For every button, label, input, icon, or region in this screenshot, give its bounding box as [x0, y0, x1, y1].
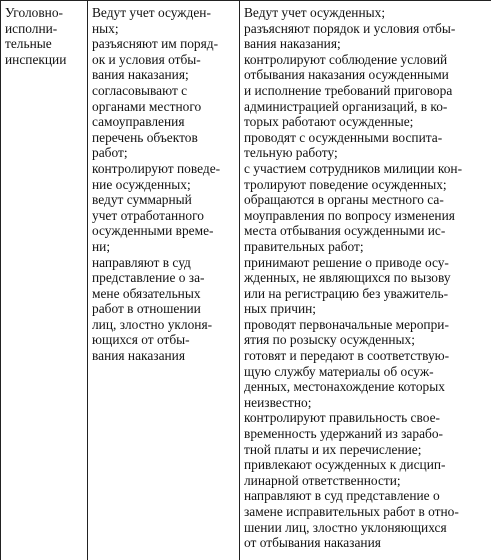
text-line: разъясняют порядок и условия отбы-	[244, 20, 456, 36]
text-line: и исполнение требований приговора	[244, 82, 453, 98]
text-line: ни;	[92, 238, 111, 254]
text-line: моуправления по вопросу изменения	[244, 207, 455, 223]
text-line: тельные	[5, 36, 52, 52]
text-line: правительных работ;	[244, 238, 364, 254]
text-line: ятия по розыску осужденных;	[244, 332, 415, 348]
text-line: учет отработанного	[92, 207, 204, 223]
text-line: места отбывания осужденными ис-	[244, 223, 446, 239]
text-line: согласовывают с	[92, 82, 188, 98]
text-line: направляют в суд	[92, 254, 191, 270]
text-line: администрацией организаций, в ко-	[244, 98, 448, 114]
text-line: ние осужденных;	[92, 176, 191, 192]
text-line: шении лиц, злостно уклоняющихся	[244, 519, 447, 535]
text-line: от отбывания наказания	[244, 535, 381, 551]
text-line: проводят с осужденными воспита-	[244, 129, 443, 145]
text-line: вания наказания	[92, 348, 186, 364]
text-line: привлекают осужденных к дисцип-	[244, 457, 446, 473]
text-line: разъясняют им поряд-	[92, 36, 219, 52]
text-line: мене обязательных	[92, 285, 201, 301]
text-line: денных, местонахождение которых	[244, 379, 445, 395]
text-line: представление о за-	[92, 270, 205, 286]
row-header-text	[5, 5, 85, 67]
text-line: ных причин;	[244, 301, 317, 317]
text-line: самоуправления	[92, 114, 185, 130]
text-line: жденных, не являющихся по вызову	[244, 270, 451, 286]
text-line: тельную работу;	[244, 145, 338, 161]
text-line: тной платы и их перечисление;	[244, 441, 422, 457]
text-line: ных;	[92, 20, 119, 36]
right-column-cell	[240, 1, 491, 560]
text-line: неизвестно;	[244, 394, 312, 410]
text-line: тролируют поведение осужденных;	[244, 176, 447, 192]
text-line: Ведут учет осужденных;	[244, 5, 386, 20]
text-line: или на регистрацию без уважитель-	[244, 285, 449, 301]
text-line: щую службу материалы об осуж-	[244, 363, 434, 379]
table-row	[1, 1, 491, 560]
text-line: вания наказания;	[92, 67, 189, 83]
text-line: направляют в суд представление о	[244, 488, 440, 504]
text-line: исполни-	[5, 20, 58, 36]
text-line: контролируют соблюдение условий	[244, 51, 448, 67]
text-line: органами местного	[92, 98, 202, 114]
text-line: ведут суммарный	[92, 192, 192, 208]
text-line: ок и условия отбы-	[92, 51, 201, 67]
text-line: контролируют правильность свое-	[244, 410, 440, 426]
row-header-cell	[1, 1, 88, 560]
text-line: проводят первоначальные меропри-	[244, 316, 449, 332]
text-line: временность удержаний из зарабо-	[244, 426, 443, 442]
text-line: линарной ответственности;	[244, 472, 401, 488]
text-line: торых работают осужденные;	[244, 114, 414, 130]
text-line: вания наказания;	[244, 36, 341, 52]
text-line: работ;	[92, 145, 128, 161]
text-line: работ в отношении	[92, 301, 201, 317]
text-line: Уголовно-	[5, 5, 64, 20]
text-line: с участием сотрудников милиции кон-	[244, 160, 463, 176]
text-line: инспекции	[5, 51, 67, 67]
middle-column-cell	[88, 1, 240, 560]
text-line: замене исправительных работ в отно-	[244, 504, 459, 519]
right-column-text	[244, 5, 491, 551]
text-line: Ведут учет осужден-	[92, 5, 211, 20]
text-line: перечень объектов	[92, 129, 198, 145]
text-line: лиц, злостно уклоня-	[92, 316, 213, 332]
text-line: контролируют поведе-	[92, 160, 221, 176]
text-line: готовят и передают в соответствую-	[244, 348, 450, 364]
text-line: осужденными време-	[92, 223, 214, 239]
middle-column-text	[92, 5, 237, 364]
text-line: отбывания наказания осужденными	[244, 67, 449, 83]
text-line: обращаются в органы местного са-	[244, 192, 444, 208]
text-line: принимают решение о приводе осу-	[244, 254, 449, 270]
text-line: ющихся от отбы-	[92, 332, 190, 348]
